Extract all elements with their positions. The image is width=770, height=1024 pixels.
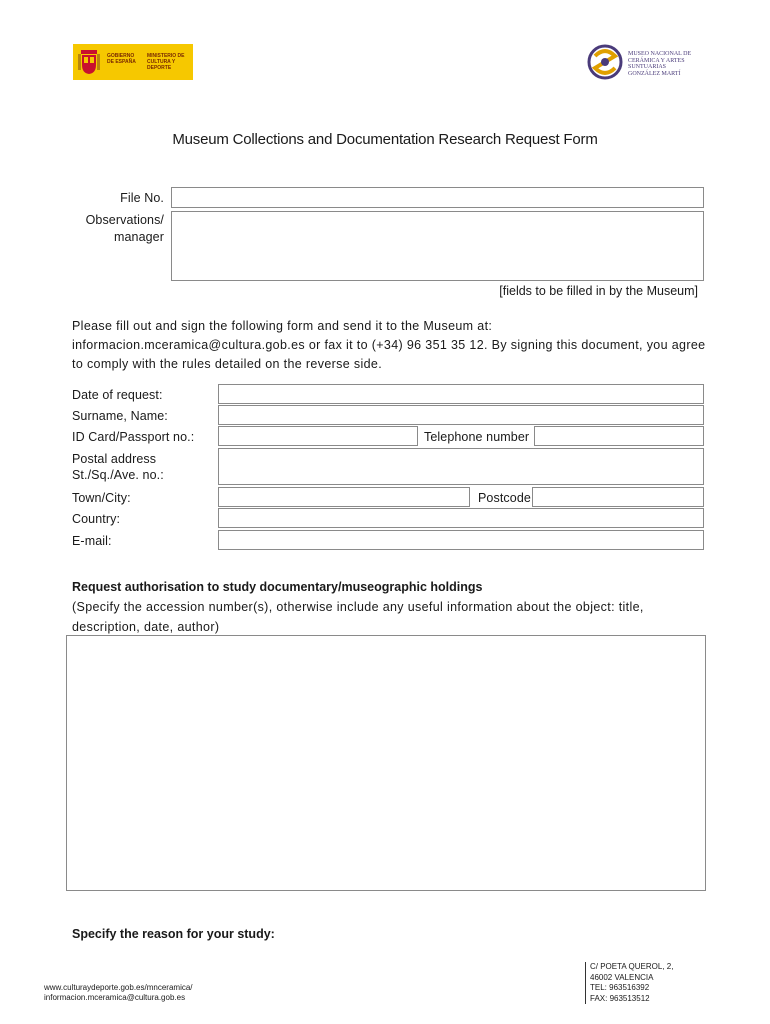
observations-input[interactable] <box>171 211 704 281</box>
museum-emblem-icon <box>585 42 625 82</box>
form-title: Museum Collections and Documentation Research Request Form <box>172 131 598 148</box>
email-input[interactable] <box>218 530 704 550</box>
surname-input[interactable] <box>218 405 704 425</box>
observations-label-2: manager <box>113 230 164 244</box>
file-no-label: File No. <box>120 191 164 205</box>
footer-fax: FAX: 963513512 <box>590 993 650 1003</box>
postcode-input[interactable] <box>532 487 704 507</box>
date-label: Date of request: <box>72 388 163 402</box>
postal-label-1: Postal address <box>72 452 157 466</box>
footer-website: www.culturaydeporte.gob.es/mnceramica/ <box>44 983 193 992</box>
postcode-label: Postcode <box>478 491 531 505</box>
surname-label: Surname, Name: <box>72 409 168 423</box>
museum-logo <box>585 42 695 82</box>
request-section-description: (Specify the accession number(s), otherwise include any useful information about the object: title, description, date, author) <box>72 600 644 634</box>
ministry-logo-line1: GOBIERNO DE ESPAÑA <box>107 53 136 65</box>
id-label: ID Card/Passport no.: <box>72 430 195 444</box>
telephone-label: Telephone number <box>424 430 530 444</box>
postal-address-input[interactable] <box>218 448 704 485</box>
telephone-input[interactable] <box>534 426 704 446</box>
observations-label-1: Observations/ <box>85 213 164 227</box>
town-label: Town/City: <box>72 491 131 505</box>
country-input[interactable] <box>218 508 704 528</box>
footer-address <box>585 962 710 1004</box>
instructions-paragraph: Please fill out and sign the following form and send it to the Museum at: informacion.mceramica@cultura.gob.es or fax it to (+34) 96 351 35 12. By signing this document, you agree to comply with the rules detailed on the reverse side. <box>72 319 706 371</box>
town-input[interactable] <box>218 487 470 507</box>
date-input[interactable] <box>218 384 704 404</box>
footer-address-line1: C/ POETA QUEROL, 2, <box>590 962 674 971</box>
footer-email: informacion.mceramica@cultura.gob.es <box>44 993 186 1002</box>
footer-tel: TEL: 963516392 <box>590 983 650 992</box>
request-section-title: Request authorisation to study documentary/museographic holdings <box>72 580 483 594</box>
request-holdings-input[interactable] <box>66 635 706 891</box>
ministry-logo-line2: MINISTERIO DE CULTURA Y DEPORTE <box>147 53 185 71</box>
id-input[interactable] <box>218 426 418 446</box>
postal-label-2: St./Sq./Ave. no.: <box>72 468 164 482</box>
footer-address-line2: 46002 VALENCIA <box>590 972 654 982</box>
ministry-logo <box>73 44 193 80</box>
country-label: Country: <box>72 512 121 526</box>
museum-only-note: [fields to be filled in by the Museum] <box>499 284 698 298</box>
footer-contact <box>44 983 193 1003</box>
coat-of-arms-icon <box>78 48 100 76</box>
reason-title: Specify the reason for your study: <box>72 927 275 941</box>
museum-logo-text: MUSEO NACIONAL DE CERÁMICA Y ARTES SUNTUARIAS GONZÁLEZ MARTÍ <box>628 51 692 77</box>
email-label: E-mail: <box>72 534 112 548</box>
file-no-input[interactable] <box>171 187 704 208</box>
